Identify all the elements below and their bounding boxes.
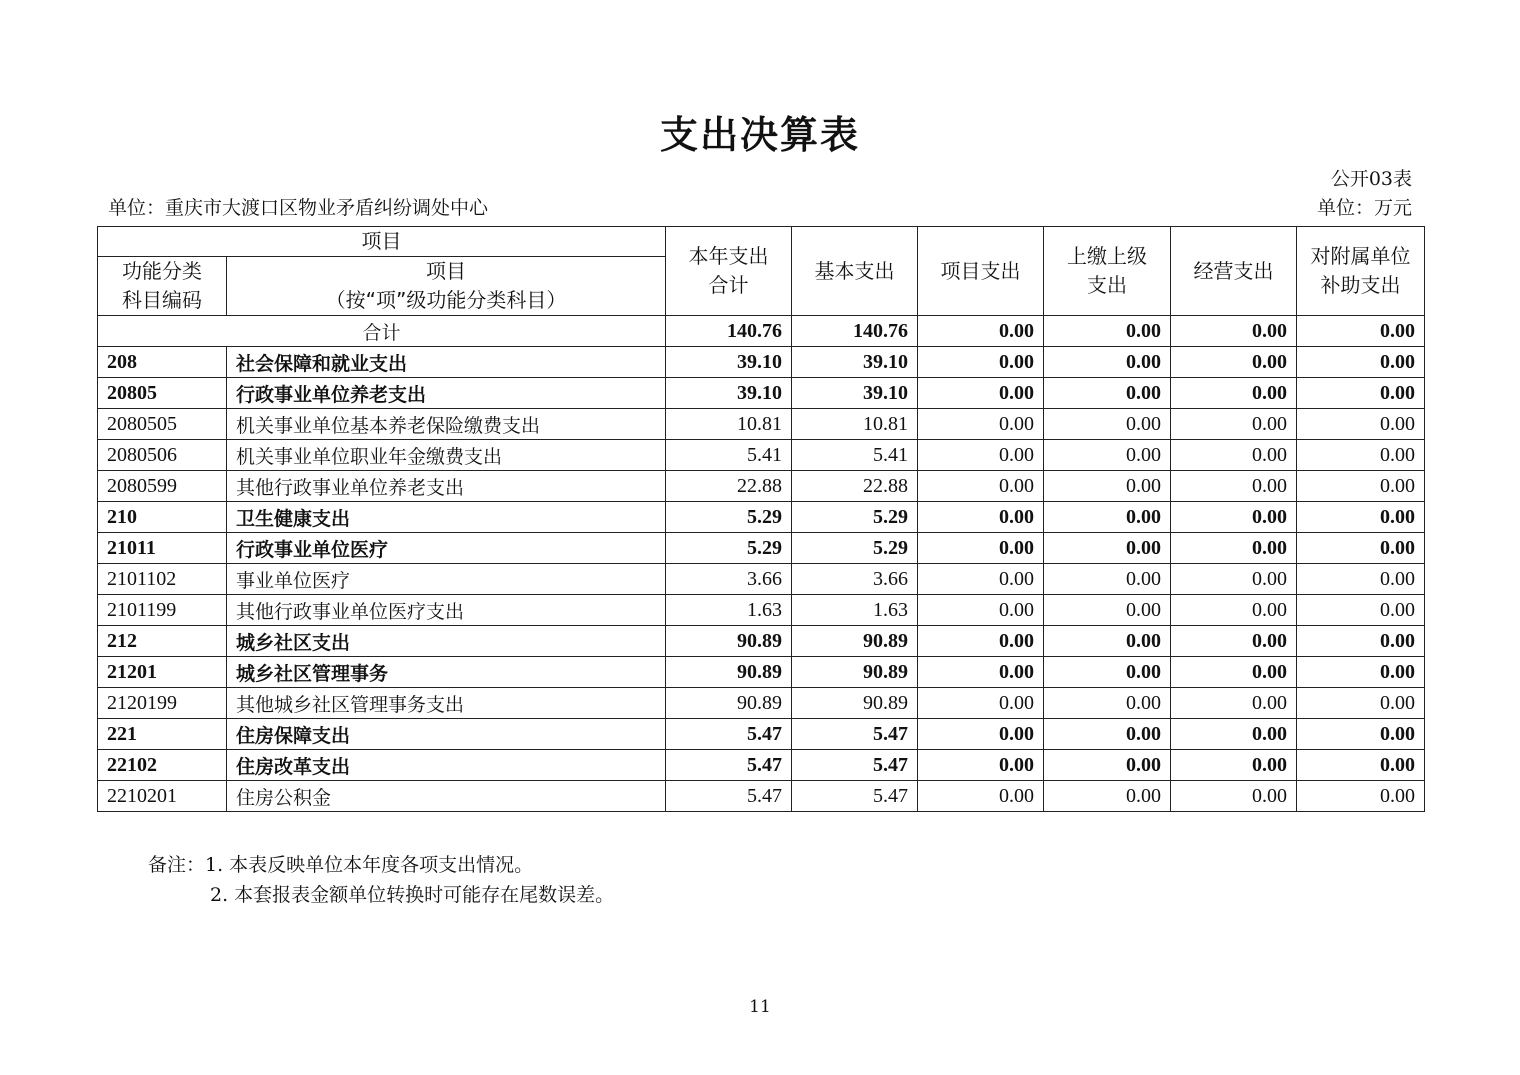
row-value: 0.00 — [918, 626, 1044, 657]
row-value: 90.89 — [666, 626, 792, 657]
row-value: 1.63 — [792, 595, 918, 626]
row-value: 0.00 — [1044, 502, 1171, 533]
table-row — [98, 471, 1425, 502]
row-name: 机关事业单位基本养老保险缴费支出 — [227, 409, 666, 440]
header-item: 项目 （按“项”级功能分类科目） — [227, 257, 666, 316]
unit-money: 单位：万元 — [1316, 197, 1412, 219]
note-line-2: 2. 本套报表金额单位转换时可能存在尾数误差。 — [210, 884, 615, 906]
row-value: 0.00 — [918, 564, 1044, 595]
header-upper-payment: 上缴上级 支出 — [1044, 227, 1171, 316]
total-value: 140.76 — [792, 316, 918, 347]
row-value: 0.00 — [1171, 750, 1297, 781]
row-value: 0.00 — [1297, 440, 1425, 471]
row-value: 0.00 — [918, 750, 1044, 781]
expenditure-table — [97, 226, 1425, 812]
row-value: 5.47 — [792, 781, 918, 812]
row-value: 0.00 — [1171, 533, 1297, 564]
header-project-expenditure: 项目支出 — [918, 227, 1044, 316]
row-value: 0.00 — [1044, 750, 1171, 781]
row-value: 90.89 — [666, 657, 792, 688]
row-value: 5.29 — [666, 533, 792, 564]
table-row — [98, 502, 1425, 533]
table-row — [98, 564, 1425, 595]
table-row — [98, 781, 1425, 812]
row-value: 0.00 — [1297, 657, 1425, 688]
row-value: 0.00 — [1171, 471, 1297, 502]
row-code: 21201 — [98, 657, 227, 688]
page-title: 支出决算表 — [659, 113, 860, 157]
row-name: 社会保障和就业支出 — [227, 347, 666, 378]
row-value: 39.10 — [792, 378, 918, 409]
row-value: 0.00 — [1297, 347, 1425, 378]
row-value: 5.47 — [666, 719, 792, 750]
table-row — [98, 750, 1425, 781]
row-value: 0.00 — [918, 440, 1044, 471]
row-code: 210 — [98, 502, 227, 533]
row-value: 0.00 — [1297, 750, 1425, 781]
row-name: 事业单位医疗 — [227, 564, 666, 595]
unit-organization: 单位：重庆市大渡口区物业矛盾纠纷调处中心 — [108, 197, 489, 219]
row-value: 5.29 — [666, 502, 792, 533]
row-name: 行政事业单位医疗 — [227, 533, 666, 564]
notes — [148, 850, 614, 910]
row-value: 90.89 — [792, 688, 918, 719]
row-value: 0.00 — [1044, 688, 1171, 719]
row-value: 0.00 — [1171, 502, 1297, 533]
row-value: 0.00 — [1297, 471, 1425, 502]
row-value: 0.00 — [1171, 688, 1297, 719]
row-value: 22.88 — [792, 471, 918, 502]
row-value: 0.00 — [1171, 347, 1297, 378]
row-value: 0.00 — [1297, 595, 1425, 626]
row-value: 0.00 — [1171, 657, 1297, 688]
row-value: 0.00 — [1044, 378, 1171, 409]
row-value: 0.00 — [1044, 347, 1171, 378]
row-value: 39.10 — [666, 347, 792, 378]
table-row — [98, 533, 1425, 564]
row-code: 2210201 — [98, 781, 227, 812]
page-number: 11 — [749, 997, 771, 1017]
row-value: 90.89 — [792, 626, 918, 657]
row-name: 城乡社区支出 — [227, 626, 666, 657]
total-row — [98, 316, 1425, 347]
total-value: 0.00 — [1171, 316, 1297, 347]
row-code: 2080505 — [98, 409, 227, 440]
table-row — [98, 688, 1425, 719]
table-row — [98, 440, 1425, 471]
row-value: 90.89 — [666, 688, 792, 719]
header-operating: 经营支出 — [1171, 227, 1297, 316]
row-value: 0.00 — [1171, 440, 1297, 471]
row-value: 5.41 — [666, 440, 792, 471]
row-value: 0.00 — [918, 471, 1044, 502]
row-name: 城乡社区管理事务 — [227, 657, 666, 688]
total-label: 合计 — [98, 316, 666, 347]
row-value: 0.00 — [918, 502, 1044, 533]
table-row — [98, 719, 1425, 750]
row-value: 0.00 — [1297, 502, 1425, 533]
row-code: 2101199 — [98, 595, 227, 626]
table-row — [98, 657, 1425, 688]
row-code: 2080506 — [98, 440, 227, 471]
row-value: 0.00 — [918, 719, 1044, 750]
header-project: 项目 — [98, 227, 666, 257]
table-row — [98, 595, 1425, 626]
table-row — [98, 378, 1425, 409]
row-value: 5.47 — [792, 719, 918, 750]
total-value: 140.76 — [666, 316, 792, 347]
row-value: 0.00 — [1044, 657, 1171, 688]
row-value: 0.00 — [1044, 719, 1171, 750]
row-code: 21011 — [98, 533, 227, 564]
note-line-1: 备注：1. 本表反映单位本年度各项支出情况。 — [148, 854, 534, 876]
table-row — [98, 409, 1425, 440]
header-basic: 基本支出 — [792, 227, 918, 316]
total-value: 0.00 — [1044, 316, 1171, 347]
row-name: 住房公积金 — [227, 781, 666, 812]
total-value: 0.00 — [918, 316, 1044, 347]
row-value: 90.89 — [792, 657, 918, 688]
row-value: 0.00 — [1297, 626, 1425, 657]
row-value: 5.29 — [792, 502, 918, 533]
row-code: 2080599 — [98, 471, 227, 502]
row-value: 0.00 — [1171, 595, 1297, 626]
row-name: 其他行政事业单位养老支出 — [227, 471, 666, 502]
row-value: 0.00 — [1044, 440, 1171, 471]
row-name: 其他行政事业单位医疗支出 — [227, 595, 666, 626]
total-value: 0.00 — [1297, 316, 1425, 347]
row-name: 住房保障支出 — [227, 719, 666, 750]
table-row — [98, 347, 1425, 378]
row-value: 10.81 — [666, 409, 792, 440]
header-subsidy: 对附属单位 补助支出 — [1297, 227, 1425, 316]
row-value: 0.00 — [1297, 564, 1425, 595]
row-value: 0.00 — [918, 595, 1044, 626]
row-value: 0.00 — [1171, 378, 1297, 409]
row-name: 行政事业单位养老支出 — [227, 378, 666, 409]
row-value: 0.00 — [918, 781, 1044, 812]
row-code: 2101102 — [98, 564, 227, 595]
row-name: 机关事业单位职业年金缴费支出 — [227, 440, 666, 471]
row-value: 1.63 — [666, 595, 792, 626]
row-code: 208 — [98, 347, 227, 378]
row-code: 20805 — [98, 378, 227, 409]
table-row — [98, 626, 1425, 657]
row-value: 10.81 — [792, 409, 918, 440]
row-name: 卫生健康支出 — [227, 502, 666, 533]
row-value: 0.00 — [1044, 533, 1171, 564]
row-value: 0.00 — [1044, 626, 1171, 657]
row-code: 22102 — [98, 750, 227, 781]
row-value: 39.10 — [792, 347, 918, 378]
row-value: 0.00 — [918, 378, 1044, 409]
table-code: 公开03表 — [1330, 168, 1412, 190]
row-value: 0.00 — [1171, 719, 1297, 750]
row-value: 5.47 — [792, 750, 918, 781]
row-value: 0.00 — [1297, 781, 1425, 812]
row-value: 0.00 — [1171, 564, 1297, 595]
row-value: 0.00 — [1297, 719, 1425, 750]
header-total: 本年支出 合计 — [666, 227, 792, 316]
row-code: 221 — [98, 719, 227, 750]
row-value: 0.00 — [918, 657, 1044, 688]
row-code: 212 — [98, 626, 227, 657]
row-value: 0.00 — [1044, 595, 1171, 626]
row-value: 0.00 — [918, 688, 1044, 719]
row-value: 0.00 — [1044, 409, 1171, 440]
row-value: 0.00 — [918, 533, 1044, 564]
row-value: 0.00 — [1171, 781, 1297, 812]
header-func-code: 功能分类 科目编码 — [98, 257, 227, 316]
row-value: 0.00 — [1297, 378, 1425, 409]
row-value: 5.47 — [666, 781, 792, 812]
row-value: 3.66 — [666, 564, 792, 595]
row-value: 5.29 — [792, 533, 918, 564]
row-value: 0.00 — [1171, 626, 1297, 657]
row-value: 3.66 — [792, 564, 918, 595]
row-name: 住房改革支出 — [227, 750, 666, 781]
row-code: 2120199 — [98, 688, 227, 719]
row-value: 5.41 — [792, 440, 918, 471]
row-value: 0.00 — [918, 347, 1044, 378]
row-name: 其他城乡社区管理事务支出 — [227, 688, 666, 719]
row-value: 0.00 — [1044, 781, 1171, 812]
row-value: 22.88 — [666, 471, 792, 502]
row-value: 39.10 — [666, 378, 792, 409]
row-value: 5.47 — [666, 750, 792, 781]
row-value: 0.00 — [1297, 409, 1425, 440]
row-value: 0.00 — [918, 409, 1044, 440]
row-value: 0.00 — [1044, 564, 1171, 595]
row-value: 0.00 — [1297, 533, 1425, 564]
row-value: 0.00 — [1171, 409, 1297, 440]
row-value: 0.00 — [1044, 471, 1171, 502]
row-value: 0.00 — [1297, 688, 1425, 719]
